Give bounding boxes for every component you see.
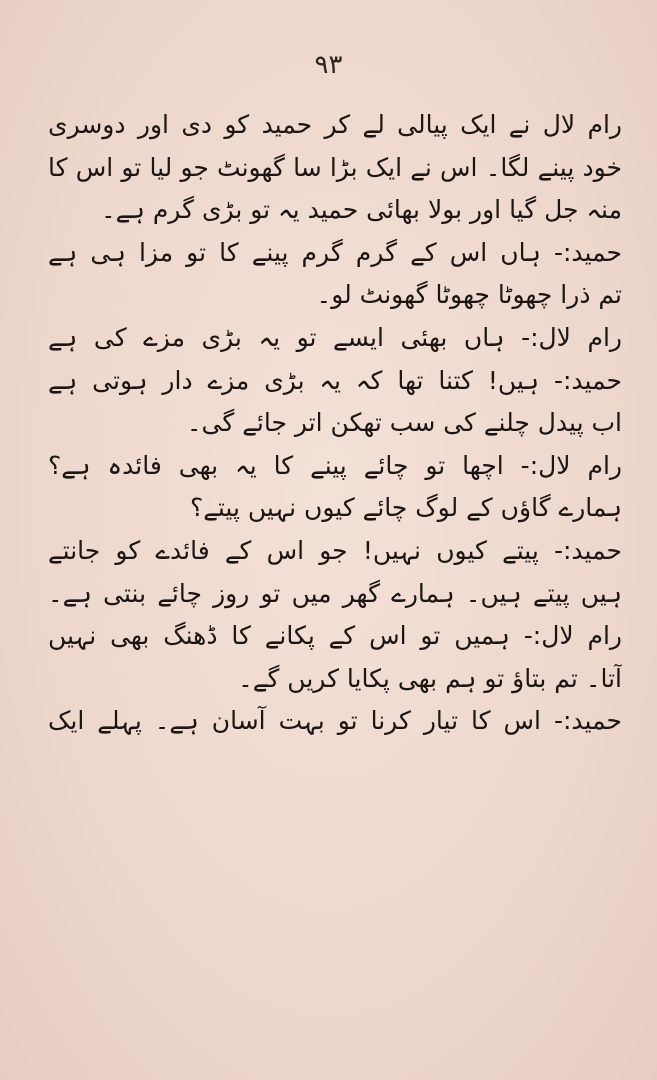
text-line: حمید:- پیتے کیوں نہیں! جو اس کے فائدے کو جانتے	[48, 535, 622, 565]
text-line: حمید:- ہیں! کتنا تھا کہ یہ بڑی مزے دار ہوتی ہے	[48, 365, 622, 395]
text-line: رام لال نے ایک پیالی لے کر حمید کو دی اور دوسری	[48, 110, 622, 139]
text-line: تم ذرا چھوٹا چھوٹا گھونٹ لو۔	[316, 280, 622, 310]
text-line: رام لال:- ہاں بھئی ایسے تو یہ بڑی مزے کی ہے	[48, 322, 622, 352]
text-line: منہ جل گیا اور بولا بھائی حمید یہ تو بڑی گرم ہے۔	[100, 195, 622, 225]
text-line: آتا۔ تم بتاؤ تو ہم بھی پکایا کریں گے۔	[238, 663, 622, 693]
page-number: ۹۳	[314, 50, 343, 80]
text-line: ہمارے گاؤں کے لوگ چائے کیوں نہیں پیتے؟	[189, 493, 622, 523]
text-line: حمید:- اس کا تیار کرنا تو بہت آسان ہے۔ پہلے ایک	[48, 706, 622, 736]
text-line: رام لال:- ہمیں تو اس کے پکانے کا ڈھنگ بھی نہیں	[48, 621, 622, 651]
text-line: رام لال:- اچھا تو چائے پینے کا یہ بھی فائدہ ہے؟	[48, 450, 622, 480]
page-text	[48, 104, 622, 743]
text-line: اب پیدل چلنے کی سب تھکن اتر جائے گی۔	[186, 408, 622, 438]
text-line: حمید:- ہاں اس کے گرم گرم پینے کا تو مزا ہی ہے	[48, 237, 622, 267]
text-line: ہیں پیتے ہیں۔ ہمارے گھر میں تو روز چائے بنتی ہے۔	[48, 578, 622, 608]
text-line: خود پینے لگا۔ اس نے ایک بڑا سا گھونٹ جو لیا تو اس کا	[48, 152, 622, 182]
